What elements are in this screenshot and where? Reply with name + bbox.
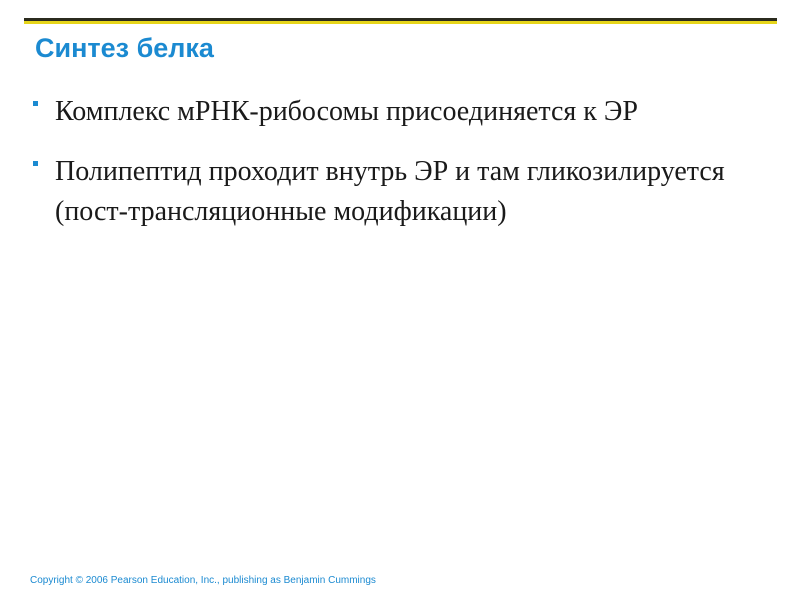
bullet-text: Комплекс мРНК-рибосомы присоединяется к ЭР	[55, 96, 638, 127]
bullet-list	[33, 92, 733, 252]
bullet-text: Полипептид проходит внутрь ЭР и там гликозилируется (пост-трансляционные модификации)	[55, 156, 725, 227]
slide-title: Синтез белка	[35, 33, 214, 63]
copyright-footer: Copyright © 2006 Pearson Education, Inc., publishing as Benjamin Cummings	[30, 575, 376, 586]
bullet-square-icon	[33, 161, 38, 166]
top-rule-yellow	[24, 21, 777, 24]
bullet-square-icon	[33, 101, 38, 106]
bullet-item	[33, 152, 733, 232]
bullet-item	[33, 92, 733, 132]
